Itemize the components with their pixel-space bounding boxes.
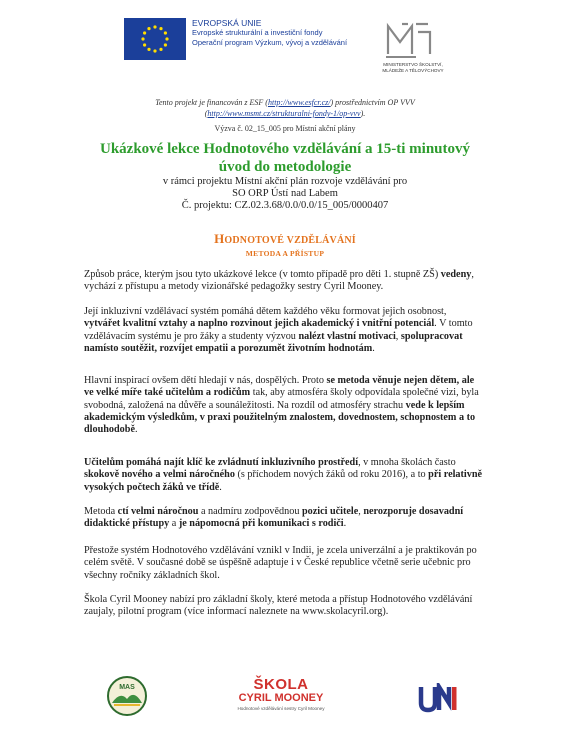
mas-emblem-icon: [106, 675, 148, 717]
paragraph-1: Způsob práce, kterým jsou tyto ukázkové lekce (v tomto případě pro děti 1. stupně ZŠ) vedeny, vychází z přístupu a metody vizionářské pedagožky sestry Cyril Mooney.: [84, 269, 474, 293]
funding-text: ) prostřednictvím OP VVV: [330, 98, 415, 107]
funding-text: (: [204, 109, 208, 118]
funding-text: ).: [360, 109, 366, 118]
msmt-link[interactable]: http://www.msmt.cz/strukturalni-fondy-1/op-vvv: [207, 109, 361, 118]
project-number: Č. projektu: CZ.02.3.68/0.0/0.0/15_005/0000407: [181, 200, 389, 211]
funding-line1: [0, 98, 570, 108]
section-subheading: METODA A PŘÍSTUP: [245, 249, 325, 258]
eu-line1: EVROPSKÁ UNIE: [192, 18, 262, 28]
eu-line3: Operační program Výzkum, vývoj a vzdělávání: [192, 38, 348, 47]
paragraph-4: Učitelům pomáhá najít klíč ke zvládnutí inkluzivního prostředí, v mnoha školách často skokově nového a velmi náročného (s příchodem nových žáků od roku 2016), a to při relativně vysokých počtech žáků ve třídě.: [84, 457, 483, 493]
eu-logo: [124, 18, 390, 68]
mas-logo: [106, 675, 148, 717]
ministry-line2: MLÁDEŽE A TĚLOVÝCHOVY: [382, 67, 444, 73]
skola-line1: ŠKOLA: [253, 676, 309, 693]
funding-line2: [0, 109, 570, 119]
paragraph-5: Metoda ctí velmi náročnou a nadmíru zodpovědnou pozici učitele, nerozporuje dosavadní didaktické přístupy a je nápomocná při komunikaci s rodiči.: [84, 506, 464, 530]
section-heading: [0, 231, 570, 247]
section-heading-cap: H: [214, 231, 225, 246]
title-line1: Ukázkové lekce Hodnotového vzdělávání a 15-ti minutový: [100, 141, 470, 157]
vyzva: Výzva č. 02_15_005 pro Místní akční plány: [214, 124, 356, 133]
mas-label: MAS: [119, 684, 135, 691]
ministry-emblem-icon: [372, 18, 452, 62]
paragraph-3: Hlavní inspirací ovšem dětí hledají v nás, dospělých. Proto se metoda věnuje nejen dětem, ale ve velké míře také učitelům a rodičům tak, aby atmosféra školy odpovídala společné vizi, byla svobodná, založená na důvěře a sounáležitosti. Na rozdíl od atmosféry strachu vede k lepším akademickým výsledkům, v praxi použitelným znalostem, dovednostem, schopnostem a to dlouhodobě.: [84, 375, 479, 436]
partner-emblem-icon: [418, 683, 458, 713]
skola-logo: [226, 677, 336, 717]
eu-flag-icon: [124, 18, 186, 60]
paragraph-2: Její inkluzivní vzdělávací systém pomáhá dětem každého věku formovat jejich osobnost, vytvářet kvalitní vztahy a naplno rozvinout jejich akademický i vnitřní potenciál. V tomto vzdělávacím systému je pro žáky a studenty výzvou nalézt vlastní motivaci, spolupracovat namísto soutěžit, rozvíjet empatii a porozumět životním hodnotám.: [84, 306, 473, 354]
eu-line2: Evropské strukturální a investiční fondy: [192, 28, 323, 37]
ministry-line1: MINISTERSTVO ŠKOLSTVÍ,: [383, 62, 443, 67]
ministry-logo: [372, 18, 452, 78]
paragraph-7: Škola Cyril Mooney nabízí pro základní školy, které metoda a přístup Hodnotového vzdělávání zaujaly, pilotní program (více informací naleznete na www.skolacyril.org).: [84, 594, 473, 618]
subtitle-line2: SO ORP Ústí nad Labem: [232, 188, 338, 199]
partner-logo: [418, 683, 458, 713]
skola-line2: CYRIL MOONEY: [238, 692, 324, 704]
eu-text: [192, 18, 347, 48]
title-line2: úvod do metodologie: [218, 159, 352, 175]
paragraph-6: Přestože systém Hodnotového vzdělávání vznikl v Indii, je zcela univerzální a je praktikován po celém světě. V současné době se úspěšně adaptuje i v České republice včetně serie učebnic pro všechny ročníky základních škol.: [84, 545, 477, 581]
subtitle-line1: v rámci projektu Místní akční plán rozvoje vzdělávání pro: [162, 176, 408, 187]
funding-text: Tento projekt je financován z ESF (: [155, 98, 268, 107]
skola-line3: Hodnotové vzdělávání sestry Cyril Mooney: [237, 706, 325, 711]
section-heading-rest: ODNOTOVÉ VZDĚLÁVÁNÍ: [224, 235, 356, 246]
esf-link[interactable]: http://www.esfcr.cz/: [267, 98, 331, 107]
